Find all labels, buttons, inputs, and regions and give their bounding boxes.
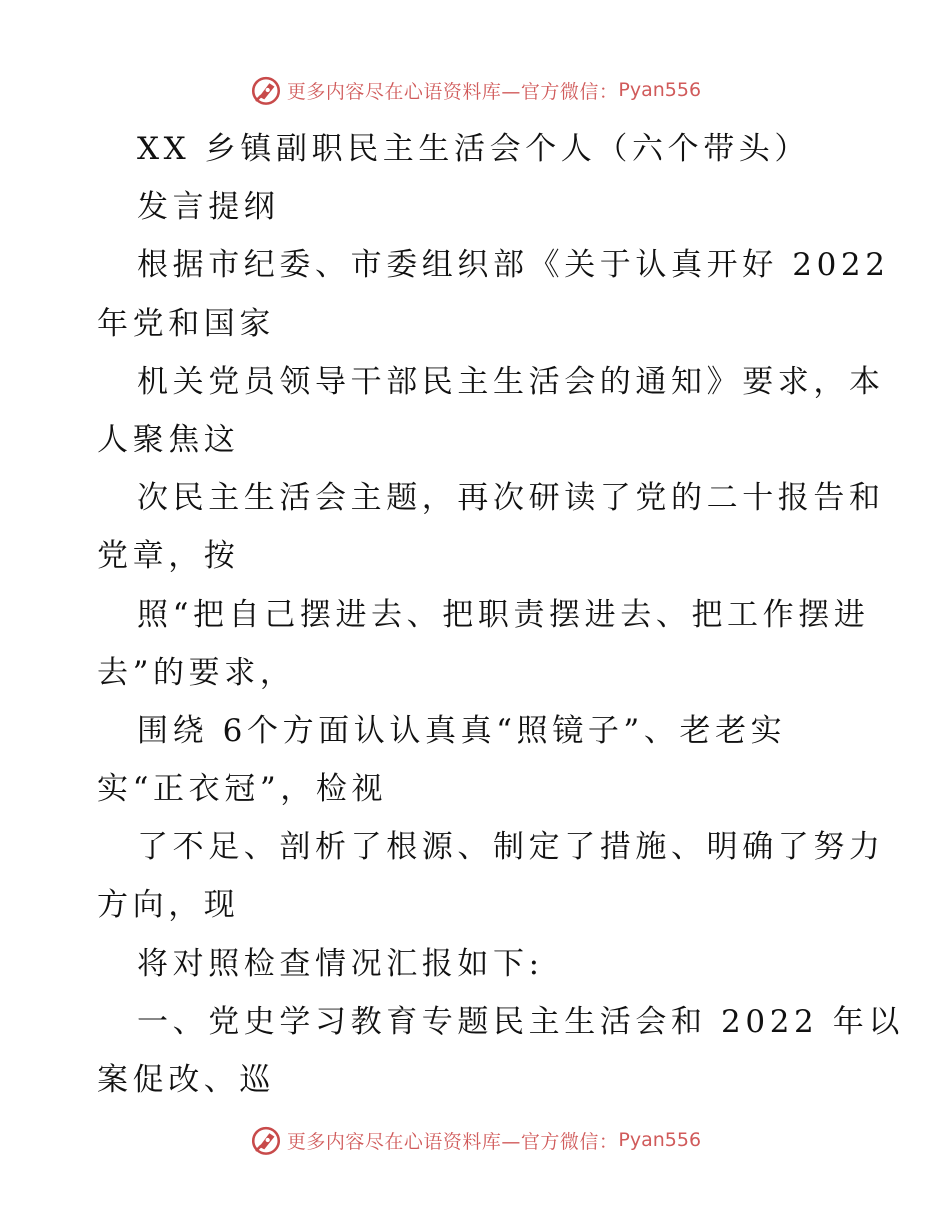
document-body [97, 120, 904, 1109]
paragraph-line: 党章，按 [97, 538, 240, 575]
paragraph-line: 次民主生活会主题，再次研读了党的二十报告和 [137, 480, 885, 517]
section-heading-line: 案促改、巡 [97, 1062, 275, 1098]
section-heading-line: 一、党史学习教育专题民主生活会和 2022 年以 [137, 1003, 904, 1040]
pen-nib-logo-icon [249, 1123, 283, 1157]
paragraph-line: 人聚焦这 [97, 421, 240, 458]
paragraph-line: 去”的要求， [97, 654, 296, 691]
paragraph-line: 实“正衣冠”，检视 [97, 771, 388, 808]
watermark-wechat-id: Pyan556 [618, 79, 702, 101]
header-watermark [0, 70, 950, 110]
paragraph-line: 机关党员领导干部民主生活会的通知》要求，本 [137, 363, 885, 400]
footer-watermark [0, 1120, 950, 1160]
watermark-wechat-id: Pyan556 [618, 1129, 702, 1151]
paragraph-line: 将对照检查情况汇报如下: [137, 945, 544, 982]
pen-nib-logo-icon [249, 73, 283, 107]
paragraph-line: 围绕 6个方面认认真真“照镜子”、老老实 [137, 712, 787, 749]
paragraph-line: 照“把自己摆进去、把职责摆进去、把工作摆进 [137, 596, 870, 633]
paragraph-line: 根据市纪委、市委组织部《关于认真开好 2022 [137, 247, 890, 284]
paragraph-line: 了不足、剖析了根源、制定了措施、明确了努力 [137, 829, 885, 866]
watermark-text: 更多内容尽在心语资料库—官方微信： [286, 1130, 619, 1153]
watermark-text: 更多内容尽在心语资料库—官方微信： [286, 80, 619, 103]
title-line-1: XX 乡镇副职民主生活会个人（六个带头） [137, 131, 810, 167]
paragraph-line: 方向，现 [97, 887, 240, 924]
title-line-2: 发言提纲 [137, 189, 280, 226]
paragraph-line: 年党和国家 [97, 305, 275, 342]
